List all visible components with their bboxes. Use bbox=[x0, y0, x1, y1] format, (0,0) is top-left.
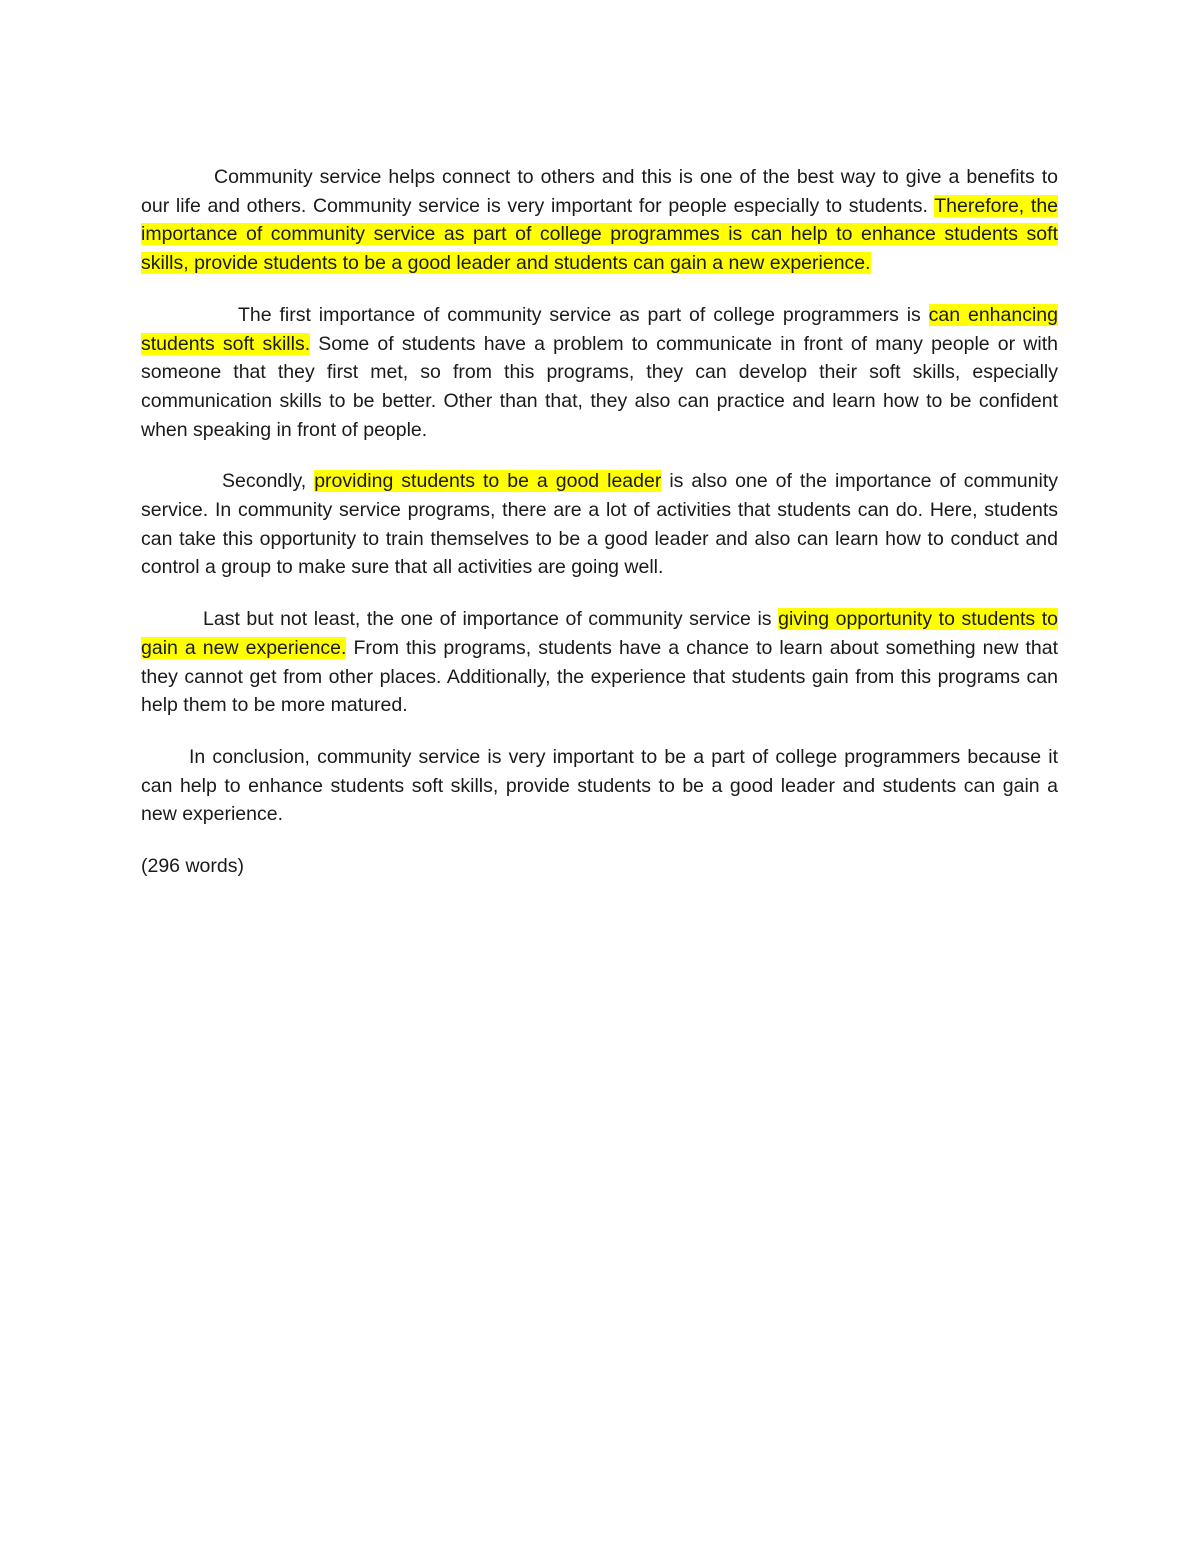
paragraph-introduction bbox=[141, 163, 1058, 278]
paragraph-text: Some of students have a problem to communicate in front of many people or with someone that they first met, so from this programs, they can develop their soft skills, especially communication skills to be better. Other than that, they also can practice and learn how to be confident when speaking in front of people. bbox=[141, 332, 1058, 441]
document-body bbox=[141, 163, 1058, 881]
paragraph-text: Last but not least, the one of importance of community service is bbox=[203, 608, 779, 631]
paragraph-text: In conclusion, community service is very important to be a part of college programmers because it can help to enhance students soft skills, provide students to be a good leader and students can gain a new experience. bbox=[141, 745, 1058, 826]
paragraph-text: Community service helps connect to others and this is one of the best way to give a benefits to our life and others. Community service is very important for people especially to students. bbox=[141, 166, 1058, 217]
highlighted-thesis: Therefore, the importance of community service as part of college programmes is can help to enhance students soft skills, provide students to be a good leader and students can gain a new experience. bbox=[141, 194, 1059, 275]
highlighted-point-2: providing students to be a good leader bbox=[314, 470, 662, 493]
paragraph-leadership bbox=[141, 467, 1058, 582]
paragraph-text: The first importance of community service as part of college programmers is bbox=[238, 303, 929, 326]
paragraph-experience bbox=[141, 605, 1058, 720]
highlighted-point-3: giving opportunity to students to gain a new experience. bbox=[141, 608, 1059, 659]
highlighted-point-1: can enhancing students soft skills. bbox=[141, 303, 1058, 355]
paragraph-soft-skills bbox=[141, 301, 1058, 445]
paragraph-text: Secondly, bbox=[222, 470, 315, 493]
paragraph-text: From this programs, students have a chance to learn about something new that they cannot get from other places. Additionally, the experience that students gain from this programs can help them to be more matured. bbox=[141, 636, 1058, 717]
paragraph-conclusion bbox=[141, 743, 1058, 829]
paragraph-text: is also one of the importance of community service. In community service programs, there are a lot of activities that students can do. Here, students can take this opportunity to train themselves to be a good leader and also can learn how to conduct and control a group to make sure that all activities are going well. bbox=[141, 470, 1058, 579]
word-count: (296 words) bbox=[141, 855, 244, 878]
